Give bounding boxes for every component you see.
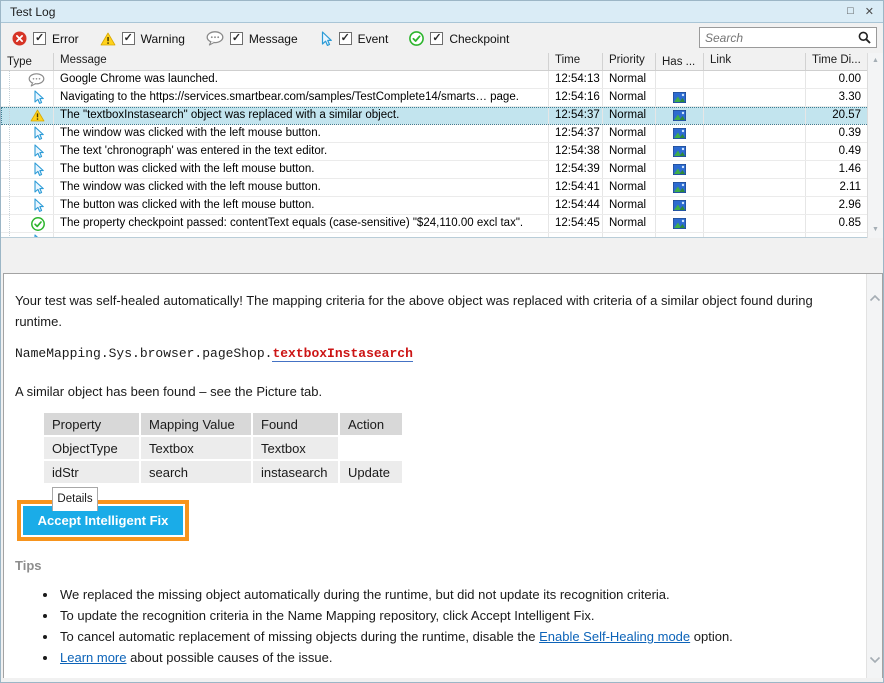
message-cell: The property checkpoint passed: contentText equals (case-sensitive) "$24,110.00 excl tax". — [54, 215, 549, 232]
priority-cell: Normal — [603, 125, 656, 142]
scroll-down-icon[interactable] — [869, 656, 881, 664]
event-icon — [32, 198, 45, 213]
time-diff-cell: 0.00 — [806, 71, 869, 88]
picture-icon — [673, 146, 686, 157]
event-icon — [319, 31, 333, 47]
time-cell: 12:54:44 — [549, 197, 603, 214]
picture-icon — [673, 92, 686, 103]
tips-list — [15, 584, 848, 668]
time-cell: 12:54:37 — [549, 107, 603, 124]
time-cell: 12:54:41 — [549, 179, 603, 196]
log-row[interactable] — [1, 143, 884, 161]
link-cell — [704, 89, 806, 106]
link-cell — [704, 143, 806, 160]
filter-checkpoint-label: Checkpoint — [449, 31, 510, 46]
enable-self-healing-link[interactable]: Enable Self-Healing mode — [539, 629, 691, 644]
time-cell: 12:54:38 — [549, 143, 603, 160]
event-icon — [32, 162, 45, 177]
code-prefix: NameMapping.Sys.browser.pageShop. — [15, 346, 273, 361]
filter-error — [12, 31, 79, 46]
mapping-cell: ObjectType — [44, 437, 139, 459]
column-header-time[interactable]: Time — [549, 53, 603, 70]
picture-icon — [673, 218, 686, 229]
time-diff-cell: 3.30 — [806, 89, 869, 106]
scroll-up-icon[interactable] — [869, 294, 881, 302]
log-table — [1, 53, 884, 238]
time-diff-cell: 1.46 — [806, 161, 869, 178]
scroll-down-icon[interactable]: ▼ — [872, 226, 879, 233]
log-row[interactable] — [1, 197, 884, 215]
link-cell — [704, 215, 806, 232]
has-picture-cell — [656, 197, 704, 214]
column-header-message[interactable]: Message — [54, 53, 549, 70]
time-cell: 12:54:16 — [549, 89, 603, 106]
time-diff-cell: 0.85 — [806, 215, 869, 232]
has-picture-cell — [656, 125, 704, 142]
details-panel — [3, 273, 883, 679]
mapping-cell: idStr — [44, 461, 139, 483]
time-cell: 12:54:45 — [549, 215, 603, 232]
type-cell — [1, 197, 54, 214]
accept-intelligent-fix-button[interactable]: Accept Intelligent Fix — [23, 506, 183, 535]
checkpoint-icon — [409, 31, 424, 46]
tip-item: • We replaced the missing object automatically during the runtime, but did not update its recognition criteria. — [58, 584, 848, 605]
message-cell: The "textboxInstasearch" object was replaced with a similar object. — [54, 107, 549, 124]
link-cell — [704, 161, 806, 178]
type-cell — [1, 143, 54, 160]
learn-more-link[interactable]: Learn more — [60, 650, 127, 665]
log-row[interactable] — [1, 215, 884, 233]
type-cell — [1, 179, 54, 196]
event-icon — [32, 126, 45, 141]
mapping-cell: Textbox — [141, 437, 251, 459]
event-icon — [32, 90, 45, 105]
details-scrollbar[interactable] — [866, 274, 882, 678]
log-row-selected[interactable] — [1, 107, 884, 125]
similar-object-text: A similar object has been found – see the Picture tab. — [15, 384, 323, 399]
picture-icon — [673, 110, 686, 121]
warning-icon — [100, 32, 116, 46]
mapping-col-property: Property — [44, 413, 139, 435]
search-box — [699, 27, 877, 48]
type-cell — [1, 215, 54, 232]
priority-cell: Normal — [603, 197, 656, 214]
mapping-header-row — [44, 413, 402, 435]
message-checkbox[interactable] — [230, 32, 243, 45]
event-checkbox[interactable] — [339, 32, 352, 45]
log-row[interactable] — [1, 161, 884, 179]
time-cell: 12:54:39 — [549, 161, 603, 178]
priority-cell: Normal — [603, 107, 656, 124]
mapping-row — [44, 437, 402, 459]
link-cell — [704, 107, 806, 124]
link-cell — [704, 125, 806, 142]
filter-checkpoint — [409, 31, 509, 46]
checkpoint-icon — [31, 217, 45, 231]
time-diff-cell: 2.11 — [806, 179, 869, 196]
has-picture-cell — [656, 71, 704, 88]
picture-icon — [673, 200, 686, 211]
mapping-col-mapping-value: Mapping Value — [141, 413, 251, 435]
type-cell — [1, 161, 54, 178]
tab-details[interactable]: Details — [52, 487, 98, 511]
message-cell: The button was clicked with the left mouse button. — [54, 197, 549, 214]
filter-warning-label: Warning — [140, 31, 185, 46]
tip-item: • To update the recognition criteria in the Name Mapping repository, click Accept Intelligent Fix. — [58, 605, 848, 626]
filter-event — [319, 31, 389, 47]
window-bottom-strip — [1, 678, 883, 682]
checkpoint-checkbox[interactable] — [430, 32, 443, 45]
event-icon — [32, 180, 45, 195]
message-cell: The window was clicked with the left mouse button. — [54, 125, 549, 142]
log-table-scrollbar[interactable] — [867, 53, 883, 238]
accept-fix-highlight — [17, 500, 189, 541]
time-diff-cell: 0.49 — [806, 143, 869, 160]
mapping-cell: search — [141, 461, 251, 483]
maximize-icon[interactable]: □ — [847, 5, 854, 17]
column-header-has[interactable]: Has ... — [656, 53, 704, 70]
log-row[interactable] — [1, 89, 884, 107]
picture-icon — [673, 182, 686, 193]
tip-item: • To cancel automatic replacement of missing objects during the runtime, disable the Enable Self-Healing mode option. — [58, 626, 848, 647]
priority-cell: Normal — [603, 143, 656, 160]
time-diff-cell: 2.96 — [806, 197, 869, 214]
priority-cell: Normal — [603, 179, 656, 196]
filter-event-label: Event — [357, 31, 389, 46]
has-picture-cell — [656, 215, 704, 232]
time-cell: 12:54:13 — [549, 71, 603, 88]
close-icon[interactable]: ✕ — [864, 6, 874, 18]
link-cell — [704, 71, 806, 88]
tips-title: Tips — [15, 558, 42, 573]
filter-message — [206, 31, 298, 46]
warning-icon — [30, 109, 45, 122]
priority-cell: Normal — [603, 71, 656, 88]
picture-icon — [673, 128, 686, 139]
window-title: Test Log — [10, 4, 56, 19]
picture-icon — [673, 164, 686, 175]
type-cell — [1, 107, 54, 124]
filter-message-label: Message — [248, 31, 298, 46]
scroll-up-icon[interactable]: ▲ — [872, 57, 879, 64]
mapping-cell — [340, 437, 402, 459]
type-cell — [1, 89, 54, 106]
error-checkbox[interactable] — [33, 32, 46, 45]
has-picture-cell — [656, 107, 704, 124]
log-row[interactable] — [1, 71, 884, 89]
title-bar — [1, 1, 883, 23]
mapping-col-found: Found — [253, 413, 338, 435]
mapping-row — [44, 461, 402, 483]
self-heal-intro-text: Your test was self-healed automatically! The mapping criteria for the above object was replaced with criteria of a similar object found during runtime. — [15, 293, 813, 329]
column-header-link[interactable]: Link — [704, 53, 806, 70]
priority-cell: Normal — [603, 89, 656, 106]
warning-checkbox[interactable] — [122, 32, 135, 45]
type-cell — [1, 125, 54, 142]
log-row[interactable] — [1, 179, 884, 197]
has-picture-cell — [656, 89, 704, 106]
mapping-cell: Textbox — [253, 437, 338, 459]
has-picture-cell — [656, 179, 704, 196]
has-picture-cell — [656, 161, 704, 178]
search-input[interactable] — [705, 31, 858, 45]
details-content — [4, 274, 866, 678]
link-cell — [704, 197, 806, 214]
column-header-type[interactable]: Type — [1, 53, 54, 70]
time-diff-cell: 20.57 — [806, 107, 869, 124]
mapping-cell: Update — [340, 461, 402, 483]
column-header-priority[interactable]: Priority — [603, 53, 656, 70]
message-icon — [206, 31, 224, 46]
message-cell: The text 'chronograph' was entered in the text editor. — [54, 143, 549, 160]
filter-warning — [100, 32, 185, 46]
filter-error-label: Error — [52, 31, 79, 46]
log-row[interactable] — [1, 125, 884, 143]
code-highlight[interactable]: textboxInstasearch — [272, 346, 413, 361]
event-icon — [32, 144, 45, 159]
message-cell: The window was clicked with the left mouse button. — [54, 179, 549, 196]
mapping-cell: instasearch — [253, 461, 338, 483]
mapping-col-action: Action — [340, 413, 402, 435]
link-cell — [704, 179, 806, 196]
name-mapping-code — [15, 346, 848, 361]
search-icon[interactable] — [858, 31, 871, 44]
type-cell — [1, 71, 54, 88]
time-cell: 12:54:37 — [549, 125, 603, 142]
log-table-header — [1, 53, 884, 71]
priority-cell: Normal — [603, 215, 656, 232]
error-icon — [12, 31, 27, 46]
column-header-time-diff[interactable]: Time Di... — [806, 53, 869, 70]
message-icon — [28, 73, 45, 87]
mapping-table — [42, 411, 404, 485]
time-diff-cell: 0.39 — [806, 125, 869, 142]
message-cell: Navigating to the https://services.smartbear.com/samples/TestComplete14/smarts… page. — [54, 89, 549, 106]
message-cell: Google Chrome was launched. — [54, 71, 549, 88]
tip-item: • Learn more about possible causes of the issue. — [58, 647, 848, 668]
priority-cell: Normal — [603, 161, 656, 178]
message-cell: The button was clicked with the left mouse button. — [54, 161, 549, 178]
has-picture-cell — [656, 143, 704, 160]
